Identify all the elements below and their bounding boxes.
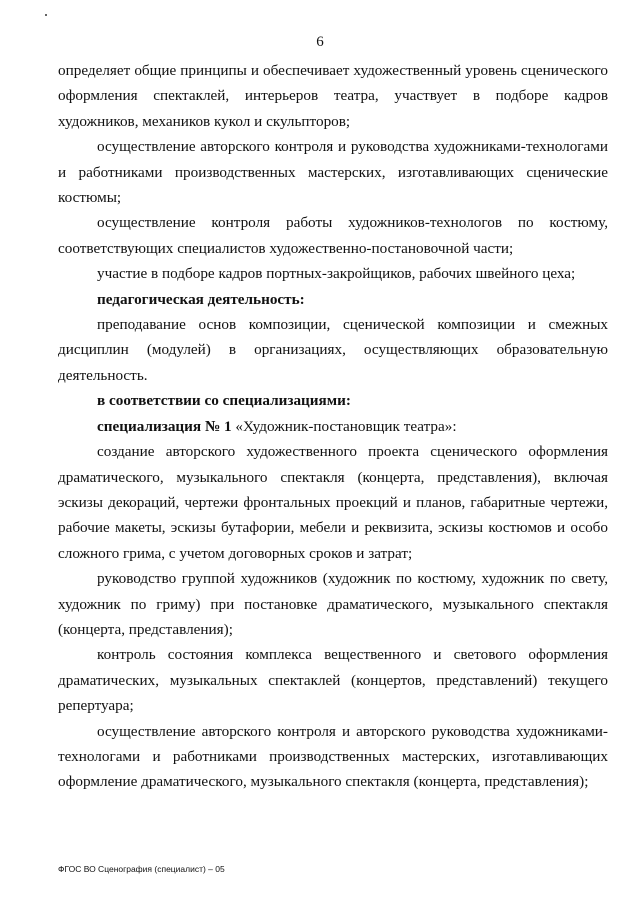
specialization-title: «Художник-постановщик театра»:: [231, 417, 457, 435]
specialization-label: специализация № 1: [97, 417, 232, 435]
scan-speck: [45, 14, 47, 16]
paragraph: преподавание основ композиции, сценической композиции и смежных дисциплин (модулей) в организациях, осуществляющих образовательную деятельность.: [58, 316, 608, 384]
paragraph: создание авторского художественного проекта сценического оформления драматического, музыкального спектакля (концерта, представления), включая эскизы декораций, чертежи фронтальных проекций и планов, габаритные чертежи, рабочие макеты, эскизы бутафории, мебели и реквизита, эскизы костюмов и особо сложного грима, с учетом договорных сроков и затрат;: [58, 443, 608, 562]
paragraph: осуществление авторского контроля и авторского руководства художниками-технологами и работниками производственных мастерских, изготавливающих оформление драматического, музыкального спектакля (концерта, представления);: [58, 722, 608, 791]
paragraph: участие в подборе кадров портных-закройщиков, рабочих швейного цеха;: [97, 265, 576, 283]
paragraph: осуществление авторского контроля и руководства художниками-технологами и работниками производственных мастерских, изготавливающих сценические костюмы;: [58, 138, 608, 207]
paragraph: контроль состояния комплекса вещественного и светового оформления драматических, музыкальных спектаклей (концертов, представлений) текущего репертуара;: [58, 646, 608, 715]
document-body: [58, 58, 608, 795]
paragraph: определяет общие принципы и обеспечивает художественный уровень сценического оформления спектаклей, интерьеров театра, участвует в подборе кадров художников, механиков кукол и скульпторов;: [58, 62, 608, 130]
specialization-heading: [58, 414, 608, 439]
section-heading: педагогическая деятельность:: [97, 290, 305, 308]
paragraph: осуществление контроля работы художников-технологов по костюму, соответствующих специалистов художественно-постановочной части;: [58, 214, 608, 257]
page-number: 6: [316, 34, 324, 50]
paragraph: руководство группой художников (художник по костюму, художник по свету, художник по гриму) при постановке драматического, музыкального спектакля (концерта, представления);: [58, 570, 608, 638]
section-heading: в соответствии со специализациями:: [97, 392, 351, 410]
page-footer: ФГОС ВО Сценография (специалист) – 05: [58, 864, 225, 874]
